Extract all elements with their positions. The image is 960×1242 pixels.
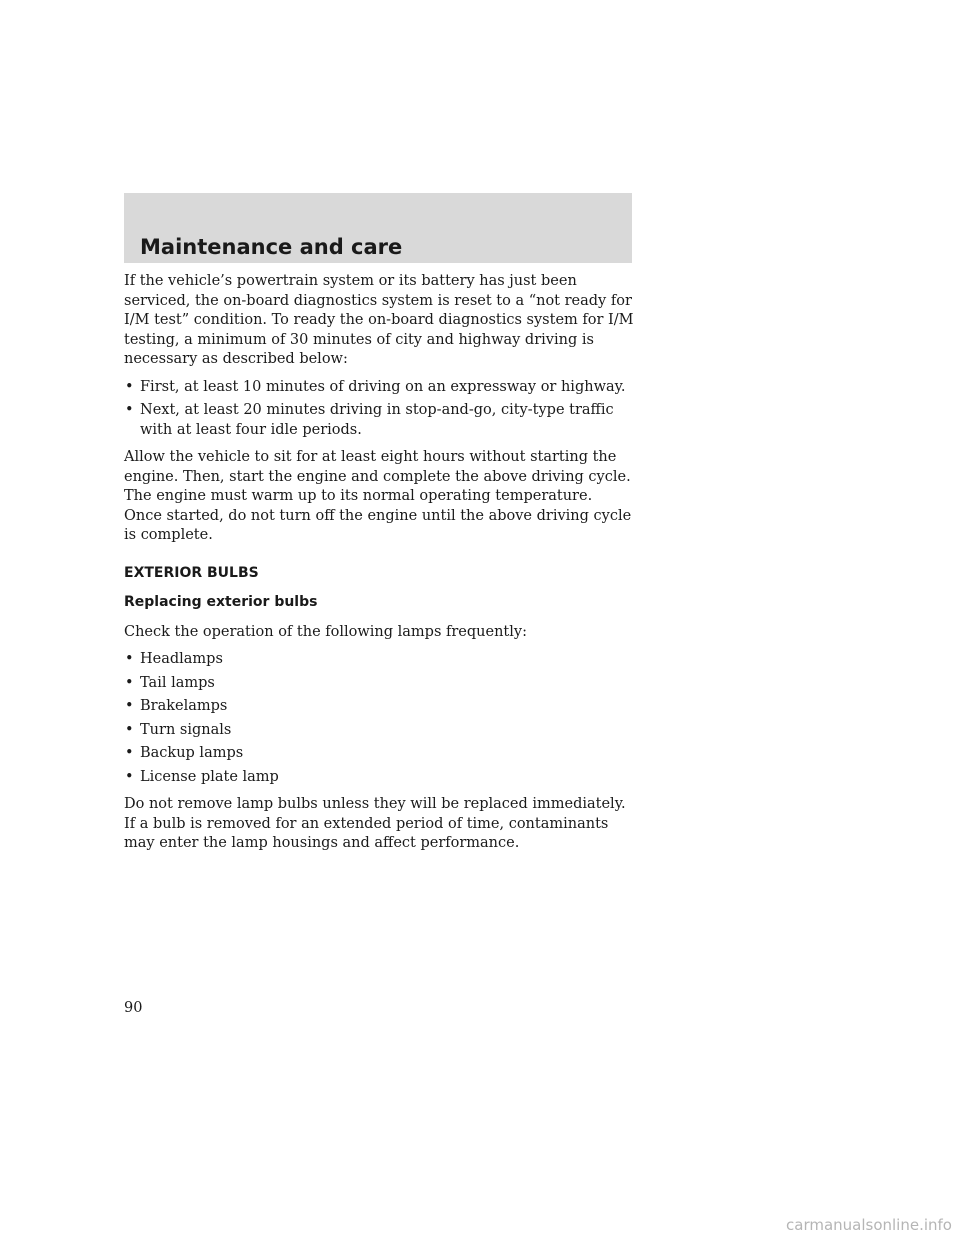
intro-paragraph: If the vehicle’s powertrain system or its battery has just been serviced, the on-board diagnostics system is reset to a “not ready for I/M test” condition. To ready the on-board diagnostics system for I/M testing, a minimum of 30 minutes of city and highway driving is necessary as described below: <box>124 273 634 367</box>
list-item-text: Headlamps <box>140 651 223 667</box>
list-item-text: Tail lamps <box>140 674 215 691</box>
list-item-text: License plate lamp <box>140 768 279 785</box>
page-content <box>124 272 634 862</box>
list-item <box>124 650 634 670</box>
section-title: Maintenance and care <box>140 235 403 259</box>
list-item-text: Brakelamps <box>140 698 228 714</box>
list-item <box>124 721 634 741</box>
bullet-icon: • <box>125 378 134 395</box>
section-heading: EXTERIOR BULBS <box>124 564 259 581</box>
subheading: Replacing exterior bulbs <box>124 594 318 610</box>
list-item <box>124 674 634 694</box>
section-header-band <box>124 193 632 263</box>
list-item <box>124 697 634 717</box>
list-item-text: Turn signals <box>140 721 232 738</box>
bullet-icon: • <box>125 698 134 714</box>
check-paragraph: Check the operation of the following lamps frequently: <box>124 623 527 640</box>
bullet-icon: • <box>125 674 134 691</box>
drive-steps-list <box>124 378 634 441</box>
watermark: carmanualsonline.info <box>786 1216 952 1234</box>
page-number: 90 <box>124 1000 143 1016</box>
list-item <box>124 378 634 398</box>
bullet-icon: • <box>125 768 134 785</box>
list-item-text: First, at least 10 minutes of driving on an expressway or highway. <box>140 378 626 395</box>
allow-paragraph: Allow the vehicle to sit for at least eight hours without starting the engine. Then, start the engine and complete the above driving cycle. The engine must warm up to its normal operating temperature. Once started, do not turn off the engine until the above driving cycle is complete. <box>124 449 632 543</box>
bullet-icon: • <box>125 402 134 418</box>
list-item <box>124 401 634 440</box>
bullet-icon: • <box>125 721 134 738</box>
bullet-icon: • <box>125 651 134 667</box>
lamps-list <box>124 650 634 787</box>
bullet-icon: • <box>125 745 134 761</box>
list-item-text: Backup lamps <box>140 745 244 761</box>
list-item <box>124 744 634 764</box>
list-item-text: Next, at least 20 minutes driving in stop-and-go, city-type traffic with at least four idle periods. <box>140 402 614 438</box>
list-item <box>124 768 634 788</box>
final-paragraph: Do not remove lamp bulbs unless they will be replaced immediately. If a bulb is removed for an extended period of time, contaminants may enter the lamp housings and affect performance. <box>124 796 626 851</box>
